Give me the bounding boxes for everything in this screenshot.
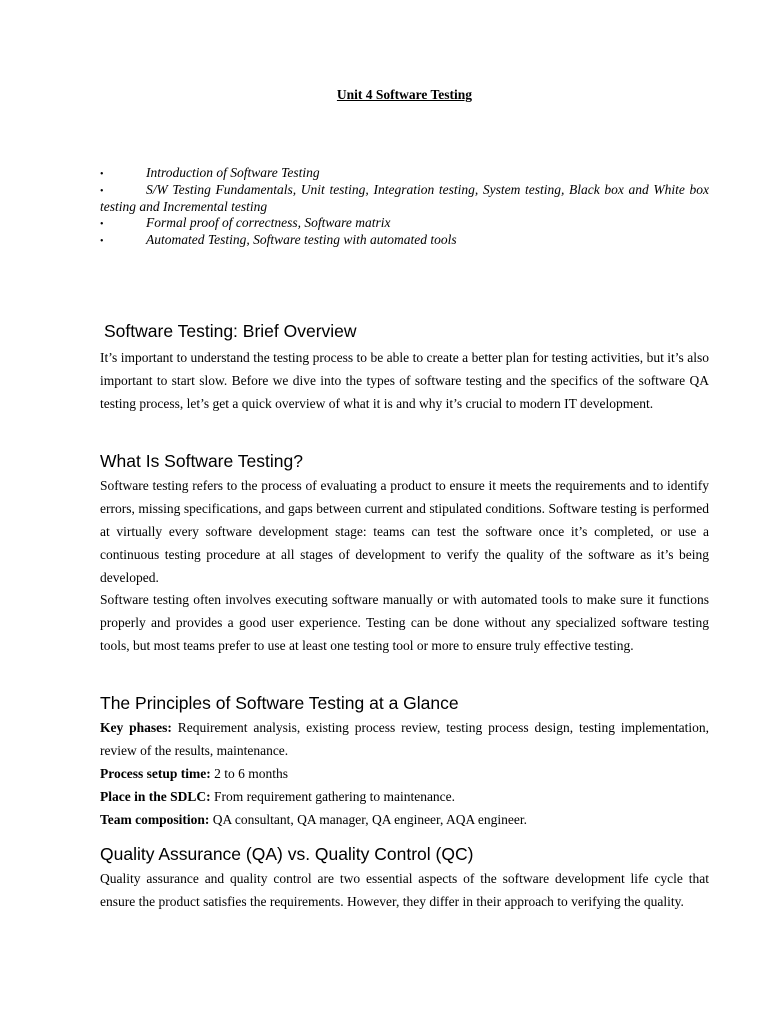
bullet-icon: • [100,169,104,180]
bullet-icon: • [100,235,104,247]
overview-paragraph: It’s important to understand the testing process to be able to create a better plan for testing activities, but it’s also important to start slow. Before we dive into the types of software testing and the specifics of the software QA testing process, let’s get a quick overview of what it is and why it’s crucial to modern IT development. [100,350,709,411]
topic-list [100,165,709,249]
qa-qc-paragraph: Quality assurance and quality control are two essential aspects of the software development life cycle that ensure the product satisfies the requirements. However, they differ in their approach to verifying the quality. [100,871,709,909]
what-is-paragraph-1: Software testing refers to the process of evaluating a product to ensure it meets the requirements and to identify errors, missing specifications, and gaps between current and stipulated conditions. Software testing is performed at virtually every software development stage: teams can test the software once it’s completed, or use a continuous testing procedure at all stages of development to verify the quality of the software as it’s being developed. [100,478,709,585]
topic-text: Automated Testing, Software testing with automated tools [146,231,457,247]
qa-qc-heading: Quality Assurance (QA) vs. Quality Control (QC) [100,844,474,864]
principle-label: Process setup time: [100,766,211,781]
bullet-icon: • [100,186,104,198]
principle-value: From requirement gathering to maintenance. [210,789,456,804]
principle-setup-time [100,762,709,785]
topic-item [100,215,709,232]
what-is-heading: What Is Software Testing? [100,451,303,471]
principle-sdlc-place [100,785,709,808]
principle-value: 2 to 6 months [210,766,288,781]
overview-heading: Software Testing: Brief Overview [104,321,357,341]
principle-label: Key phases: [100,720,172,735]
principle-value: Requirement analysis, existing process review, testing process design, testing implementation, review of the results, maintenance. [100,720,709,758]
principles-heading: The Principles of Software Testing at a Glance [100,693,459,713]
document-title: Unit 4 Software Testing [336,87,473,102]
what-is-paragraph-2: Software testing often involves executing software manually or with automated tools to make sure it functions properly and provides a good user experience. Testing can be done without any specialized software testing tools, but most teams prefer to use at least one testing tool or more to ensure truly effective testing. [100,592,709,653]
principle-team [100,808,709,831]
principle-label: Place in the SDLC: [100,789,211,804]
principle-value: QA consultant, QA manager, QA engineer, AQA engineer. [209,812,527,827]
topic-text: S/W Testing Fundamentals, Unit testing, Integration testing, System testing, Black box and White box testing and Incremental testing [100,182,709,215]
topic-item [100,232,709,249]
bullet-icon: • [100,218,104,230]
topic-item [100,182,709,214]
topic-text: Introduction of Software Testing [146,165,320,180]
topic-item [100,165,709,182]
topic-text: Formal proof of correctness, Software matrix [146,214,391,230]
principle-label: Team composition: [100,812,210,827]
principle-key-phases [100,716,709,762]
